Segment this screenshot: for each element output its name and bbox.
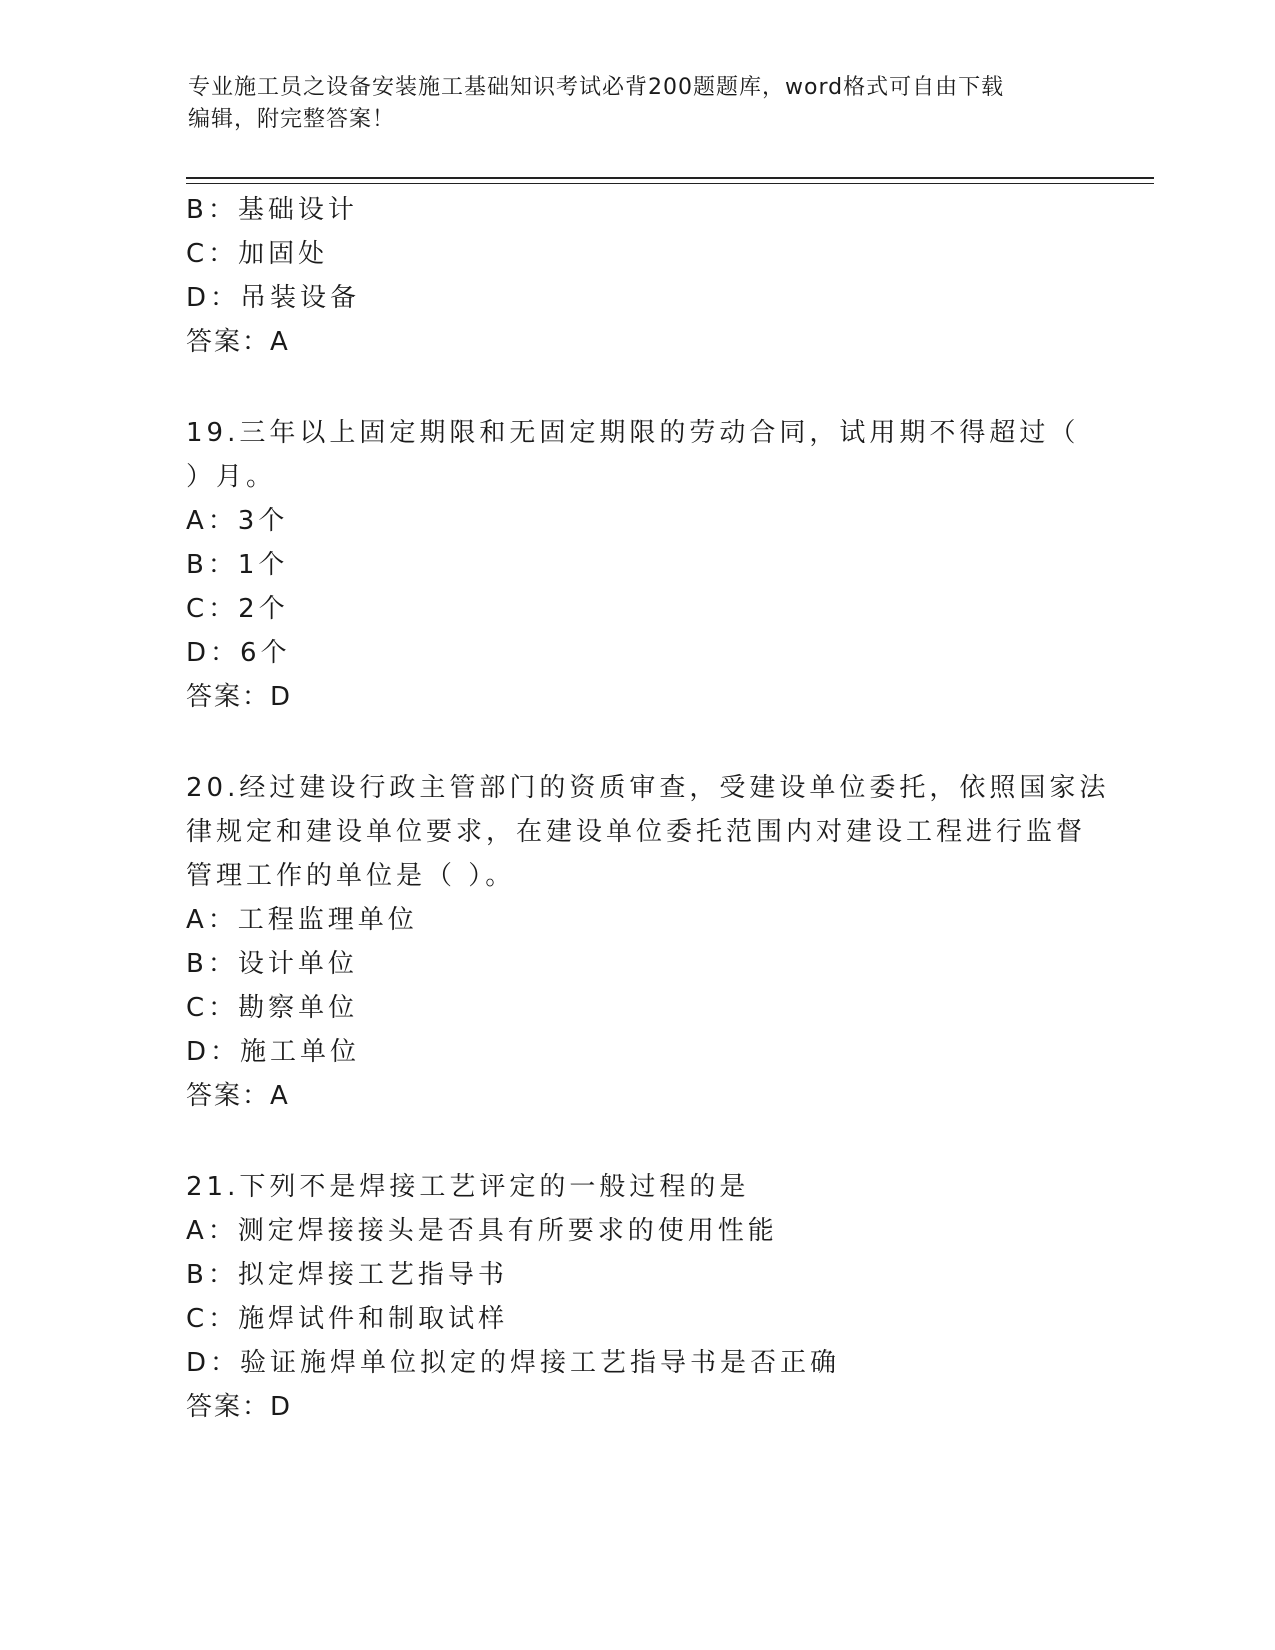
header-divider-thin xyxy=(186,183,1154,184)
header-title-line-2: 编辑，附完整答案！ xyxy=(188,107,396,132)
q21-option-b: B：拟定焊接工艺指导书 xyxy=(186,1260,508,1290)
q19-option-b: B：1个 xyxy=(186,550,289,580)
q19-option-d: D：6个 xyxy=(186,638,291,668)
q20-stem-line-1: 20.经过建设行政主管部门的资质审查，受建设单位委托，依照国家法 xyxy=(186,773,1110,803)
q19-option-c: C：2个 xyxy=(186,594,289,624)
document-header xyxy=(188,72,1088,136)
header-divider-thick xyxy=(186,177,1154,179)
q20-option-d: D：施工单位 xyxy=(186,1037,361,1067)
q21-option-a: A：测定焊接接头是否具有所要求的使用性能 xyxy=(186,1216,778,1246)
q19-stem-line-2: ）月。 xyxy=(186,462,277,492)
q18-option-b: B：基础设计 xyxy=(186,195,358,225)
q21-option-c: C：施焊试件和制取试样 xyxy=(186,1304,509,1334)
q20-option-a: A：工程监理单位 xyxy=(186,905,418,935)
header-title-line-1: 专业施工员之设备安装施工基础知识考试必背200题题库，word格式可自由下载 xyxy=(188,75,1005,100)
q20-answer: 答案：A xyxy=(186,1081,290,1111)
q18-answer: 答案：A xyxy=(186,327,290,357)
q19-stem-line-1: 19.三年以上固定期限和无固定期限的劳动合同，试用期不得超过（ xyxy=(186,418,1080,448)
q20-stem-line-2: 律规定和建设单位要求，在建设单位委托范围内对建设工程进行监督 xyxy=(186,817,1087,847)
q20-stem-line-3: 管理工作的单位是（ ）。 xyxy=(186,861,516,891)
q19-answer: 答案：D xyxy=(186,682,293,712)
q18-option-c: C：加固处 xyxy=(186,239,329,269)
q21-option-d: D：验证施焊单位拟定的焊接工艺指导书是否正确 xyxy=(186,1348,841,1378)
q19-option-a: A：3个 xyxy=(186,506,289,536)
q20-option-c: C：勘察单位 xyxy=(186,993,359,1023)
q21-stem-line-1: 21.下列不是焊接工艺评定的一般过程的是 xyxy=(186,1172,750,1202)
q21-answer: 答案：D xyxy=(186,1392,293,1422)
q20-option-b: B：设计单位 xyxy=(186,949,358,979)
q18-option-d: D：吊装设备 xyxy=(186,283,361,313)
